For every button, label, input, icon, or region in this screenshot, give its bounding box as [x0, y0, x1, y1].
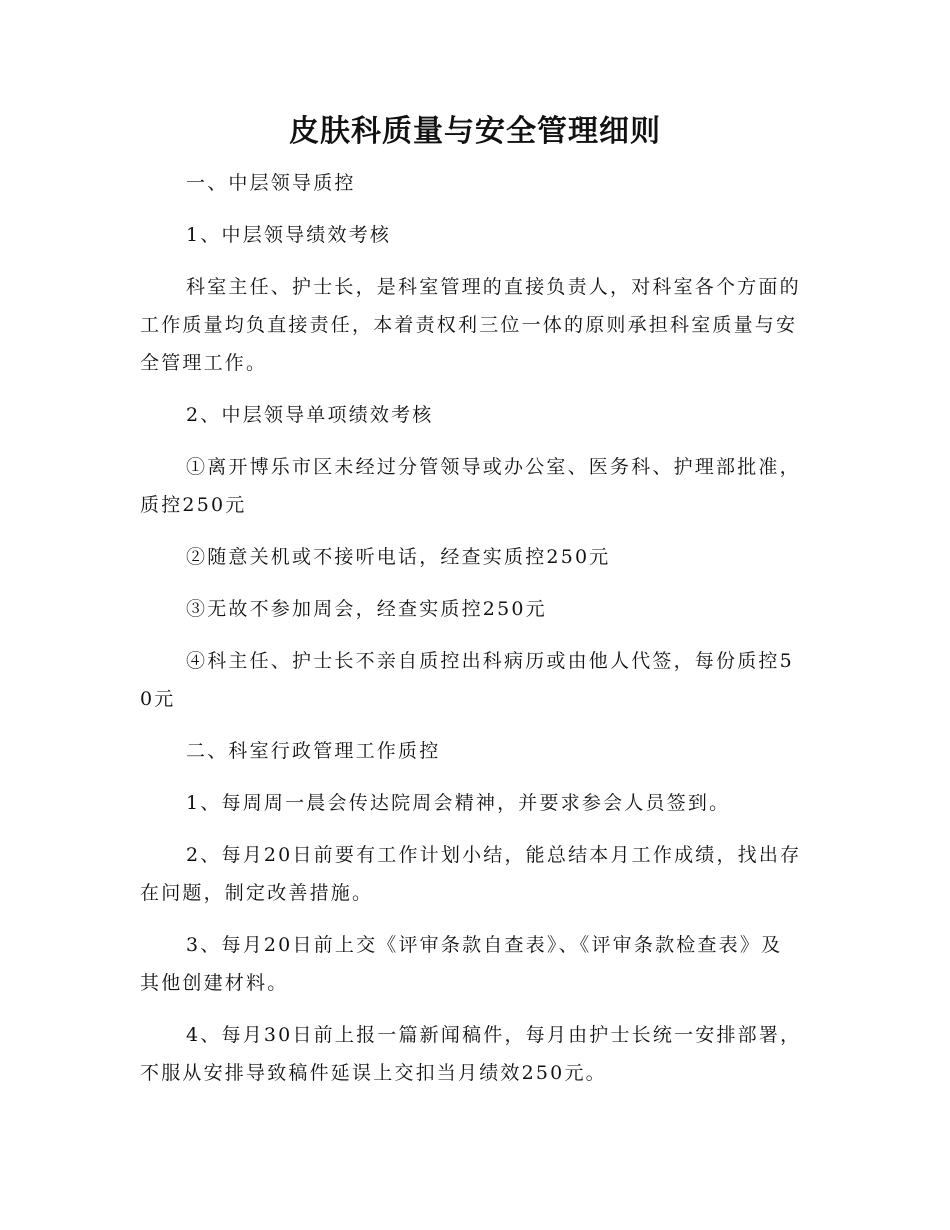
body-paragraph: 1、每周周一晨会传达院周会精神，并要求参会人员签到。: [186, 792, 731, 814]
body-paragraph: 科室主任、护士长，是科室管理的直接负责人，对科室各个方面的工作质量均负直接责任，本着责权利三位一体的原则承担科室质量与安全管理工作。: [140, 276, 801, 374]
body-paragraph: 3、每月20日前上交《评审条款自查表》、《评审条款检查表》及其他创建材料。: [140, 934, 783, 994]
list-item-4: ④科主任、护士长不亲自质控出科病历或由他人代签，每份质控50元: [140, 650, 794, 710]
list-item-1: ①离开博乐市区未经过分管领导或办公室、医务科、护理部批准，质控250元: [140, 456, 801, 516]
document-title: 皮肤科质量与安全管理细则: [289, 114, 661, 149]
body-paragraph: 4、每月30日前上报一篇新闻稿件，每月由护士长统一安排部署，不服从安排导致稿件延误上交扣当月绩效250元。: [140, 1024, 802, 1084]
list-item-3: ③无故不参加周会，经查实质控250元: [186, 598, 547, 620]
section-heading-2: 二、科室行政管理工作质控: [186, 740, 441, 762]
body-paragraph: 2、每月20日前要有工作计划小结，能总结本月工作成绩，找出存在问题，制定改善措施。: [140, 844, 802, 904]
subsection-heading-1-2: 2、中层领导单项绩效考核: [186, 404, 434, 426]
section-heading-1: 一、中层领导质控: [186, 172, 356, 194]
subsection-heading-1-1: 1、中层领导绩效考核: [186, 224, 392, 246]
list-item-2: ②随意关机或不接听电话，经查实质控250元: [186, 546, 611, 568]
